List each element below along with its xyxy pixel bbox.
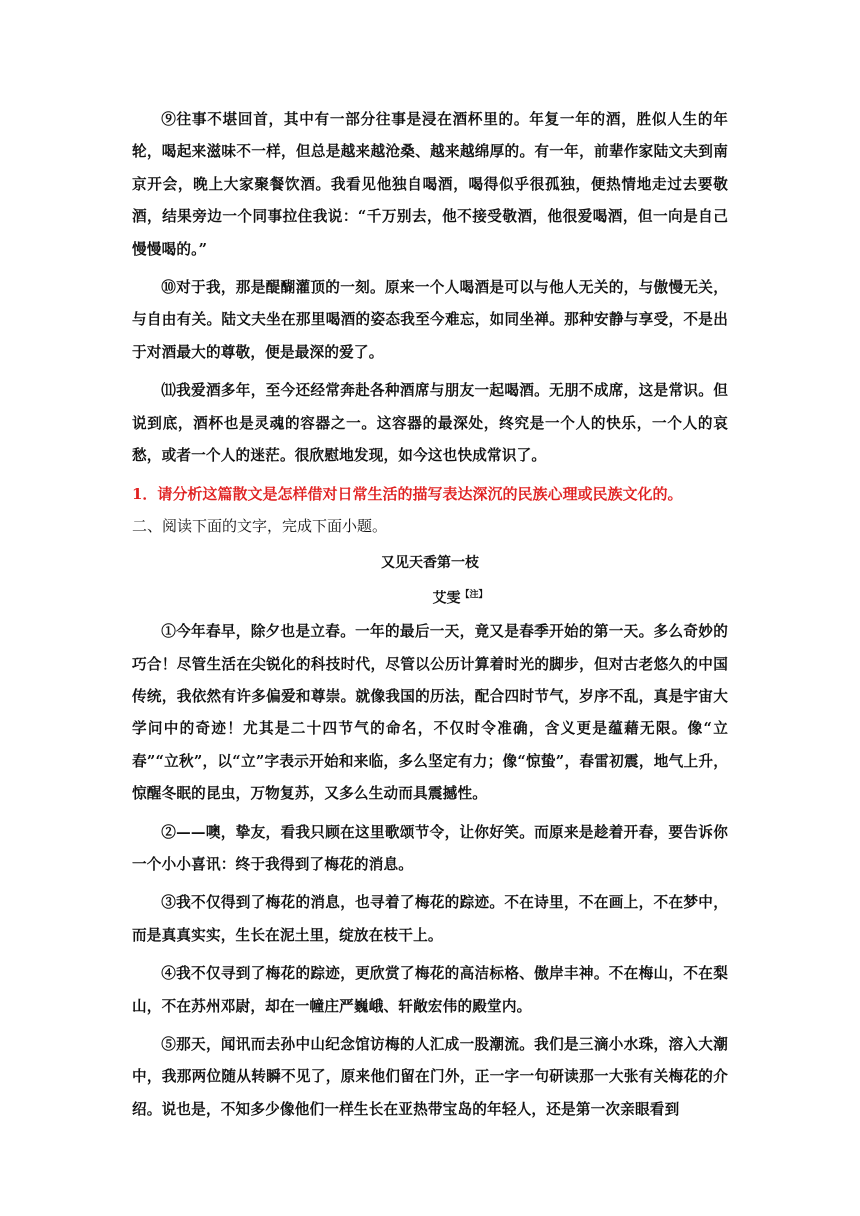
paragraph-11: ⑾我爱酒多年，至今还经常奔赴各种酒席与朋友一起喝酒。无朋不成席，这是常识。但说到底，酒杯也是灵魂的容器之一。这容器的最深处，终究是一个人的快乐，一个人的哀愁，或者一个人的迷茫。很欣慰地发现，如今这也快成常识了。 [132, 382, 728, 465]
essay-paragraph-3: ③我不仅得到了梅花的消息，也寻着了梅花的踪迹。不在诗里，不在画上，不在梦中，而是真真实实，生长在泥土里，绽放在枝干上。 [132, 894, 728, 944]
author-name: 艾雯 [432, 591, 461, 608]
paragraph-10: ⑩对于我，那是醍醐灌顶的一刻。原来一个人喝酒是可以与他人无关的，与傲慢无关，与自由有关。陆文夫坐在那里喝酒的姿态我至今难忘，如同坐禅。那种安静与享受，不是出于对酒最大的尊敬，便是最深的爱了。 [132, 279, 728, 361]
essay-paragraph-1: ①今年春早，除夕也是立春。一年的最后一天，竟又是春季开始的第一天。多么奇妙的巧合！尽管生活在尖锐化的科技时代，尽管以公历计算着时光的脚步，但对古老悠久的中国传统，我依然有许多偏爱和尊崇。就像我国的历法，配合四时节气，岁序不乱，真是宇宙大学问中的奇迹！尤其是二十四节气的命名，不仅时令准确，含义更是蕴藉无限。像“立春”“立秋”，以“立”字表示开始和来临，多么坚定有力；像“惊蛰”，春雷初震，地气上升，惊醒冬眠的昆虫，万物复苏，又多么生动而具震撼性。 [132, 623, 728, 803]
author-note-marker: 【注】 [460, 590, 488, 601]
essay-paragraph-4: ④我不仅寻到了梅花的踪迹，更欣赏了梅花的高洁标格、傲岸丰神。不在梅山，不在梨山，不在苏州邓尉，却在一幢庄严巍峨、轩敞宏伟的殿堂内。 [132, 965, 728, 1015]
essay-paragraph-5: ⑤那天，闻讯而去孙中山纪念馆访梅的人汇成一股潮流。我们是三滴小水珠，溶入大潮中，我那两位随从转瞬不见了，原来他们留在门外，正一字一句研读那一大张有关梅花的介绍。说也是，不知多少像他们一样生长在亚热带宝岛的年轻人，还是第一次亲眼看到 [132, 1036, 728, 1118]
essay-paragraph-2: ②——噢，挚友，看我只顾在这里歌颂节令，让你好笑。而原来是趁着开春，要告诉你一个小小喜讯：终于我得到了梅花的消息。 [132, 823, 728, 873]
document-page [132, 104, 728, 1132]
essay-title: 又见天香第一枝 [381, 555, 479, 572]
question-1: 1．请分析这篇散文是怎样借对日常生活的描写表达深沉的民族心理或民族文化的。 [132, 485, 683, 504]
section-heading-2: 二、阅读下面的文字，完成下面小题。 [132, 517, 388, 536]
essay-author [132, 580, 728, 614]
paragraph-9: ⑨往事不堪回首，其中有一部分往事是浸在酒杯里的。年复一年的酒，胜似人生的年轮，喝起来滋味不一样，但总是越来越沧桑、越来越绵厚的。有一年，前辈作家陆文夫到南京开会，晚上大家聚餐饮酒。我看见他独自喝酒，喝得似乎很孤独，便热情地走过去要敬酒，结果旁边一个同事拉住我说：“千万别去，他不接受敬酒，他很爱喝酒，但一向是自己慢慢喝的。” [132, 111, 728, 258]
